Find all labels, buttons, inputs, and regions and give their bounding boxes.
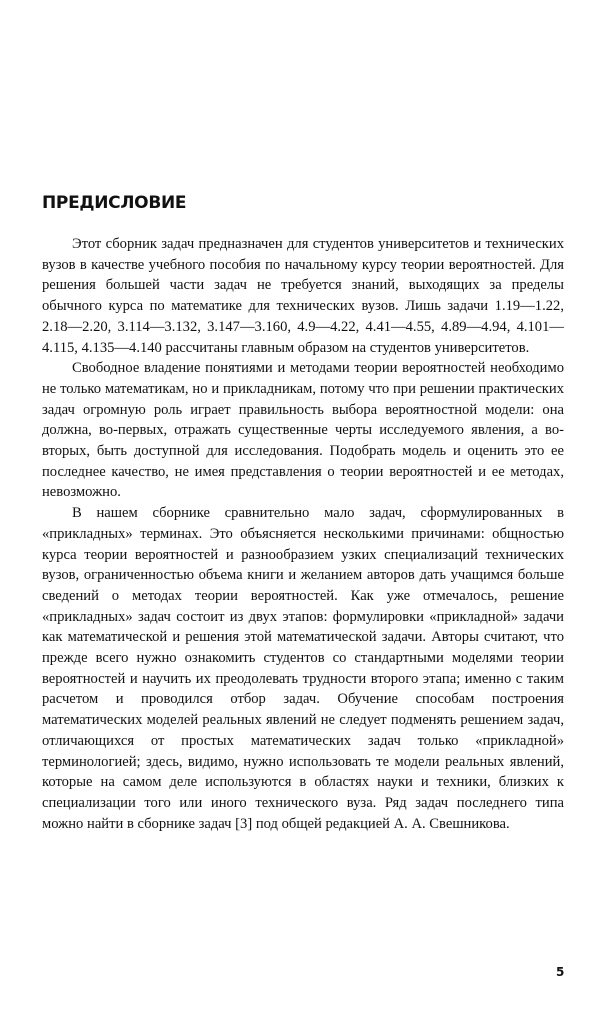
preface-body <box>42 234 564 834</box>
paragraph-1: Этот сборник задач предназначен для студентов университетов и технических вузов в качестве учебного пособия по начальному курсу теории вероятностей. Для решения большей части задач не требуется знаний, выходящих за пределы обычного курса по математике для технических вузов. Лишь задачи 1.19—1.22, 2.18—2.20, 3.114—3.132, 3.147—3.160, 4.9—4.22, 4.41—4.55, 4.89—4.94, 4.101—4.115, 4.135—4.140 рассчитаны главным образом на студентов университетов. <box>42 236 564 356</box>
page-number: 5 <box>556 965 565 979</box>
page-title: ПРЕДИСЛОВИЕ <box>42 193 187 213</box>
paragraph-2: Свободное владение понятиями и методами теории вероятностей необходимо не только математикам, но и прикладникам, потому что при решении практических задач огромную роль играет правильность выбора вероятностной модели: она должна, во-первых, отражать существенные черты исследуемого явления, а во-вторых, быть доступной для исследования. Подобрать модель и оценить это ее последнее качество, не имея представления о теории вероятностей и ее методах, невозможно. <box>42 360 564 501</box>
paragraph-3: В нашем сборнике сравнительно мало задач, сформулированных в «прикладных» терминах. Это объясняется несколькими причинами: общностью курса теории вероятностей и разнообразием узких специализаций технических вузов, ограниченностью объема книги и желанием авторов дать учащимся больше сведений о методах теории вероятностей. Как уже отмечалось, решение «прикладных» задач состоит из двух этапов: формулировки «прикладной» задачи как математической и решения этой математической задачи. Авторы считают, что прежде всего нужно ознакомить студентов со стандартными моделями теории вероятностей и научить их преодолевать трудности второго этапа; именно с таким расчетом и проводился отбор задач. Обучение способам построения математических моделей реальных явлений не следует подменять решением задач, отличающихся от простых математических задач только «прикладной» терминологией; здесь, видимо, нужно использовать те модели реальных явлений, которые на самом деле используются в областях науки и техники, близких к специализации того или иного технического вуза. Ряд задач последнего типа можно найти в сборнике задач [3] под общей редакцией А. А. Свешникова. <box>42 505 564 832</box>
